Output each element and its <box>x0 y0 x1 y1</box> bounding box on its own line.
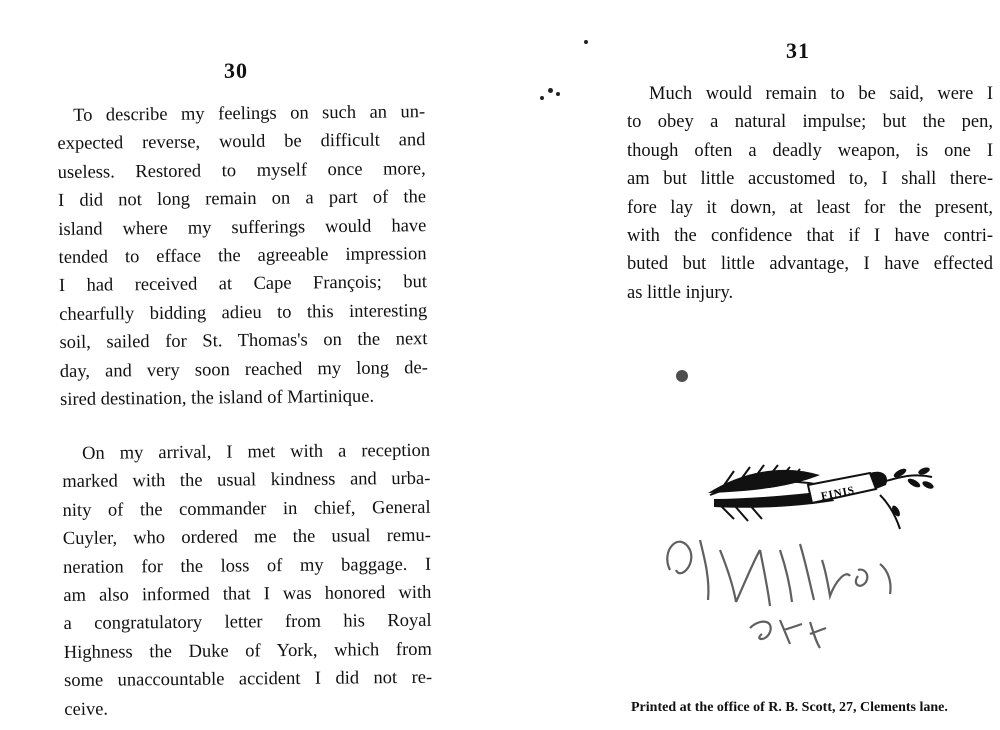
left-paragraph-2 <box>62 437 432 724</box>
ribbon-icon <box>808 472 887 503</box>
text-line: I did not long remain on a part of the <box>57 187 427 212</box>
text-line: fore lay it down, at least for the present, <box>627 197 993 218</box>
text-line: Highness the Duke of York, which from <box>63 639 432 663</box>
text-line: useless. Restored to myself once more, <box>57 158 426 183</box>
text-line: buted but little advantage, I have effected <box>627 254 993 275</box>
text-line: tended to efface the agreeable impression <box>58 244 427 269</box>
text-line: To describe my feelings on such an un- <box>73 102 426 126</box>
text-line: neration for the loss of my baggage. I <box>63 554 432 578</box>
ink-speck <box>548 88 553 93</box>
text-line: though often a deadly weapon, is one I <box>627 140 993 161</box>
text-line: am but little accustomed to, I shall there- <box>627 169 993 190</box>
right-page <box>500 0 1000 730</box>
finis-label: FINIS <box>819 484 856 503</box>
text-line: with the confidence that if I have contri- <box>627 226 993 247</box>
text-line: ceive. <box>64 699 109 720</box>
text-line: Much would remain to be said, were I <box>649 84 993 104</box>
text-line: to obey a natural impulse; but the pen, <box>627 112 993 133</box>
page-number-right: 31 <box>786 38 810 63</box>
ink-speck <box>584 40 588 44</box>
handwritten-signature <box>650 510 950 670</box>
printer-imprint: Printed at the office of R. B. Scott, 27, Clements lane. <box>631 700 948 715</box>
ink-speck <box>676 370 688 382</box>
text-line: island where my sufferings would have <box>58 215 427 240</box>
text-line: am also informed that I was honored with <box>63 582 432 607</box>
text-line: chearfully bidding adieu to this interesting <box>59 300 428 325</box>
text-line: day, and very soon reached my long de- <box>59 357 428 382</box>
page-number-left: 30 <box>224 58 248 83</box>
text-line: I had received at Cape François; but <box>58 272 428 297</box>
ink-speck <box>540 96 544 100</box>
ink-speck <box>556 92 560 96</box>
text-line: soil, sailed for St. Thomas's on the next <box>59 329 428 354</box>
text-line: marked with the usual kindness and urba- <box>62 469 431 493</box>
right-paragraph-1 <box>627 80 993 307</box>
text-line: nity of the commander in chief, General <box>62 497 431 521</box>
text-line: a congratulatory letter from his Royal <box>63 611 432 635</box>
text-line: sired destination, the island of Martinique. <box>60 386 375 411</box>
text-line: Cuyler, who ordered me the usual remu- <box>62 526 431 550</box>
left-paragraph-1 <box>57 98 428 414</box>
text-line: as little injury. <box>627 282 734 303</box>
text-line: some unaccountable accident I did not re- <box>64 668 433 692</box>
text-line: expected reverse, would be difficult and <box>57 130 426 155</box>
text-line: On my arrival, I met with a reception <box>82 440 431 464</box>
